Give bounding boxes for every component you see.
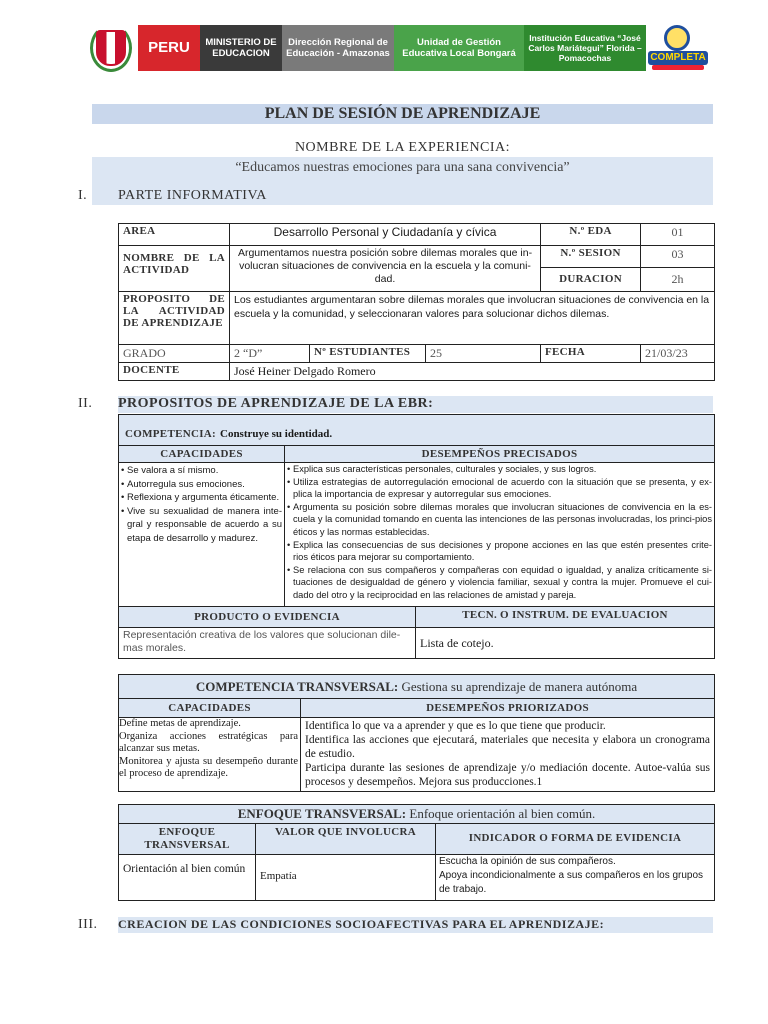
experience-label: NOMBRE DE LA EXPERIENCIA: <box>294 140 511 155</box>
students-value: 25 <box>426 345 541 363</box>
transversal-performance: Participa durante las sesiones de aprendizaje y/o mediación docente. Autoe-valúa sus procesos y desempeños. Mejora sus producciones.1 <box>305 762 711 788</box>
ugel-band: Unidad de Gestión Educativa Local Bongará <box>394 25 524 71</box>
transversal-capacities <box>119 718 301 792</box>
product-value: Representación creativa de los valores que solucionan dile-mas morales. <box>119 628 416 659</box>
teacher-value: José Heiner Delgado Romero <box>230 363 715 381</box>
transversal-competence-table <box>118 674 715 792</box>
grade-label: GRADO <box>119 345 230 363</box>
area-label: AREA <box>119 224 230 246</box>
technique-header: TECN. O INSTRUM. DE EVALUACION <box>416 607 715 628</box>
page-title: PLAN DE SESIÓN DE APRENDIZAJE <box>92 104 713 124</box>
peru-band: PERU <box>138 25 200 71</box>
capacity-item: • Se valora a sí mismo. <box>121 464 282 478</box>
students-label: Nº ESTUDIANTES <box>310 345 426 363</box>
date-value: 21/03/23 <box>641 345 715 363</box>
transversal-performance: Identifica lo que va a aprender y que es lo que tiene que producir. <box>305 720 606 732</box>
capacity-item: • Reflexiona y argumenta éticamente. <box>121 491 282 505</box>
activity-value: Argumentamos nuestra posición sobre dilemas morales que in-volucran situaciones de convivencia en la escuela y la comuni-dad. <box>230 246 541 292</box>
area-value: Desarrollo Personal y Ciudadanía y cívica <box>230 224 541 246</box>
transversal-capacity: Monitorea y ajusta su desempeño durante el proceso de aprendizaje. <box>119 755 298 779</box>
experience-name: “Educamos nuestras emociones para una sana convivencia” <box>92 157 713 205</box>
approach-col-valor: VALOR QUE INVOLUCRA <box>256 824 436 855</box>
section-2-heading: II. PROPOSITOS DE APRENDIZAJE DE LA EBR: <box>78 396 434 411</box>
performance-item: • Explica las consecuencias de sus decisiones y propone acciones en las que estén presentes crite-rios éticos para mejorar su comportamiento. <box>287 539 712 564</box>
approach-col-indicador: INDICADOR O FORMA DE EVIDENCIA <box>436 824 715 855</box>
transversal-performances-header: DESEMPEÑOS PRIORIZADOS <box>301 699 715 718</box>
section-1-heading: I. PARTE INFORMATIVA <box>78 188 267 203</box>
peru-coat-of-arms-icon <box>88 20 134 76</box>
product-header: PRODUCTO O EVIDENCIA <box>119 607 416 628</box>
approach-col-enfoque: ENFOQUE TRANSVERSAL <box>119 824 256 855</box>
session-value: 03 <box>641 246 715 268</box>
approach-valor: Empatía <box>256 855 436 901</box>
school-band: Institución Educativa “José Carlos Mariátegui” Florida – Pomacochas <box>524 25 646 71</box>
grade-value: 2 “D” <box>230 345 310 363</box>
indicator-item: Escucha la opinión de sus compañeros. <box>439 856 616 867</box>
competence-table <box>118 414 715 659</box>
indicator-item: Apoya incondicionalmente a sus compañeros en los grupos de trabajo. <box>439 870 704 895</box>
section-3-heading: III. CREACION DE LAS CONDICIONES SOCIOAFECTIVAS PARA EL APRENDIZAJE: <box>78 917 605 932</box>
date-label: FECHA <box>541 345 641 363</box>
transversal-capacity: Define metas de aprendizaje. <box>119 718 241 729</box>
capacity-item: • Vive su sexualidad de manera inte-gral y responsable de acuerdo a su etapa de desarrollo y madurez. <box>121 505 282 546</box>
duration-value: 2h <box>641 268 715 292</box>
performance-item: • Utiliza estrategias de autorregulación emocional de acuerdo con la situación que se presenta, y ex-plica la importancia de expresar y autorregular sus emociones. <box>287 476 712 501</box>
eda-label: N.º EDA <box>541 224 641 246</box>
competence-heading: COMPETENCIA: Construye su identidad. <box>119 415 715 446</box>
performances-list <box>285 463 715 607</box>
duration-label: DURACION <box>541 268 641 292</box>
approach-enfoque: Orientación al bien común <box>119 855 256 901</box>
minedu-band: MINISTERIO DE EDUCACION <box>200 25 282 71</box>
performances-header: DESEMPEÑOS PRECISADOS <box>285 446 715 463</box>
performance-item: • Se relaciona con sus compañeros y compañeras con equidad o igualdad, y analiza críticamente si-tuaciones de desigualdad de género y violencia familiar, sexual y contra la mujer. Promueve el cui-dado del otro y la reciprocidad en las relaciones de amistad y pareja. <box>287 564 712 602</box>
capacities-list <box>119 463 285 607</box>
purpose-label: PROPOSITO DE LA ACTIVIDAD DE APRENDIZAJE <box>119 292 230 345</box>
purpose-value: Los estudiantes argumentaran sobre dilemas morales que involucran situaciones de convivencia en la escuela y la comunidad, y seleccionaran valores para solucionar dichos dilemas. <box>230 292 715 345</box>
header-banner <box>88 18 723 78</box>
info-table <box>118 223 715 381</box>
performance-item: • Argumenta su posición sobre dilemas morales que involucran situaciones de convivencia en la es-cuela y la comunidad tomando en cuenta las intenciones de las personas involucradas, los princi-pios éticos y las normas establecidas. <box>287 501 712 539</box>
dre-band: Dirección Regional de Educación - Amazonas <box>282 25 394 71</box>
transversal-heading: COMPETENCIA TRANSVERSAL: Gestiona su aprendizaje de manera autónoma <box>119 675 715 699</box>
transversal-performances <box>301 718 715 792</box>
completa-logo: COMPLETA <box>648 23 708 73</box>
approach-indicador <box>436 855 715 901</box>
capacities-header: CAPACIDADES <box>119 446 285 463</box>
session-label: N.º SESION <box>541 246 641 268</box>
activity-label: NOMBRE DE LA ACTIVIDAD <box>119 246 230 292</box>
approach-heading: ENFOQUE TRANSVERSAL: Enfoque orientación al bien común. <box>119 805 715 824</box>
transversal-capacity: Organiza acciones estratégicas para alcanzar sus metas. <box>119 730 298 754</box>
transversal-performance: Identifica las acciones que ejecutará, materiales que necesita y elabora un cronograma de estudio. <box>305 734 711 760</box>
transversal-capacities-header: CAPACIDADES <box>119 699 301 718</box>
approach-table <box>118 804 715 901</box>
capacity-item: • Autorregula sus emociones. <box>121 478 282 492</box>
performance-item: • Explica sus características personales, culturales y sociales, y sus logros. <box>287 463 712 476</box>
technique-value: Lista de cotejo. <box>416 628 715 659</box>
eda-value: 01 <box>641 224 715 246</box>
teacher-label: DOCENTE <box>119 363 230 381</box>
